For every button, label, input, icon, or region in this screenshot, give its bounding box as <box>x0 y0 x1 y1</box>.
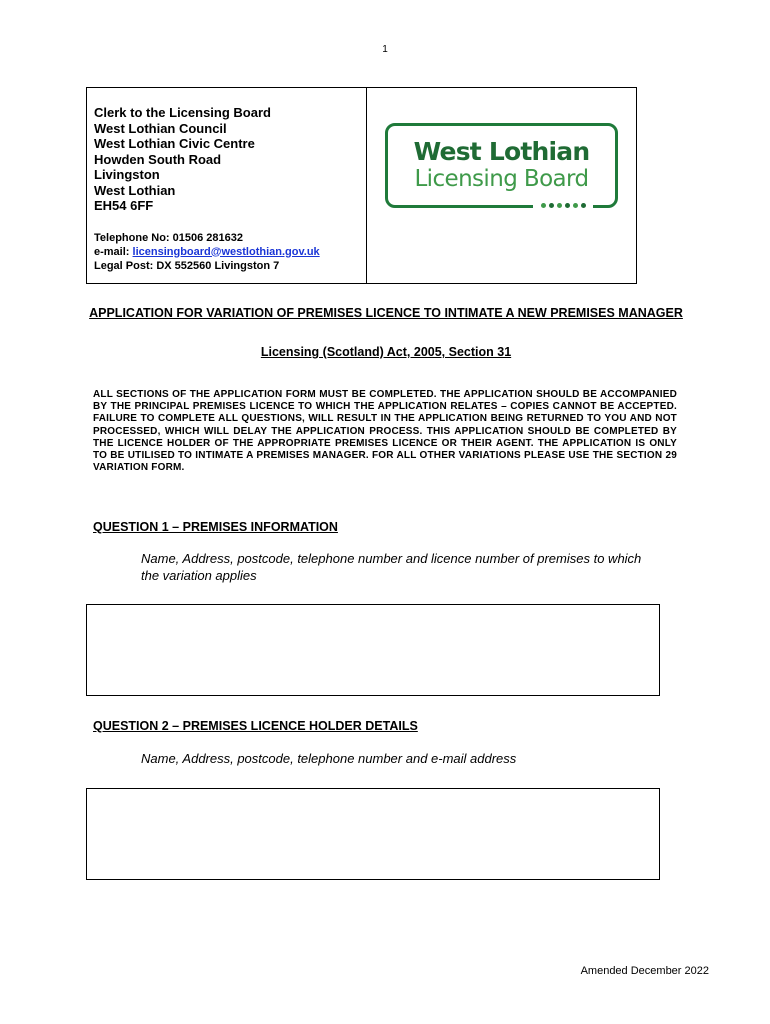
address-line: Livingston <box>94 167 160 182</box>
form-title: APPLICATION FOR VARIATION OF PREMISES LICENCE TO INTIMATE A NEW PREMISES MANAGER <box>89 306 683 320</box>
question-2-description: Name, Address, postcode, telephone number and e-mail address <box>141 751 517 766</box>
telephone: Telephone No: 01506 281632 <box>94 231 243 244</box>
address-line: West Lothian Civic Centre <box>94 136 255 151</box>
form-subtitle: Licensing (Scotland) Act, 2005, Section 31 <box>260 345 512 359</box>
question-1-heading: QUESTION 1 – PREMISES INFORMATION <box>93 520 338 534</box>
address-line: West Lothian <box>94 182 176 198</box>
logo-text-licensing-board: Licensing Board <box>414 166 589 192</box>
amended-date: Amended December 2022 <box>580 965 709 977</box>
email-label: e-mail: <box>94 245 133 258</box>
logo-cell <box>367 88 636 283</box>
question-2-heading: QUESTION 2 – PREMISES LICENCE HOLDER DETAILS <box>93 719 418 733</box>
contact-block <box>94 231 366 273</box>
address-line: EH54 6FF <box>94 198 154 213</box>
address-block <box>87 88 367 283</box>
address-line: Clerk to the Licensing Board <box>94 105 271 120</box>
email-line <box>94 245 366 259</box>
licensing-board-logo <box>385 123 618 208</box>
address-line: Howden South Road <box>94 151 222 167</box>
legal-post: Legal Post: DX 552560 Livingston 7 <box>94 259 280 272</box>
address-line: West Lothian Council <box>94 120 227 136</box>
instructions-notice: ALL SECTIONS OF THE APPLICATION FORM MUST BE COMPLETED. THE APPLICATION SHOULD BE ACCOMPANIED BY THE PRINCIPAL PREMISES LICENCE TO WHICH THE APPLICATION RELATES – COPIES CANNOT BE ACCEPTED. FAILURE TO COMPLETE ALL QUESTIONS, WILL RESULT IN THE APPLICATION BEING RETURNED TO YOU AND NOT PROCESSED, WHICH WILL DELAY THE APPLICATION PROCESS. THIS APPLICATION SHOULD BE COMPLETED BY THE LICENCE HOLDER OF THE APPROPRIATE PREMISES LICENCE OR THEIR AGENT. THE APPLICATION IS ONLY TO BE UTILISED TO INTIMATE A PREMISES MANAGER. FOR ALL OTHER VARIATIONS PLEASE USE THE SECTION 29 VARIATION FORM. <box>93 389 677 474</box>
question-1-answer-field[interactable] <box>86 604 660 696</box>
logo-dots-icon <box>533 201 593 210</box>
logo-text-west-lothian: West Lothian <box>413 137 590 166</box>
page-number: 1 <box>382 44 388 55</box>
header-table <box>86 87 637 284</box>
email-link[interactable]: licensingboard@westlothian.gov.uk <box>132 245 320 258</box>
question-2-answer-field[interactable] <box>86 788 660 880</box>
question-1-description: Name, Address, postcode, telephone number and licence number of premises to which the variation applies <box>141 551 642 583</box>
